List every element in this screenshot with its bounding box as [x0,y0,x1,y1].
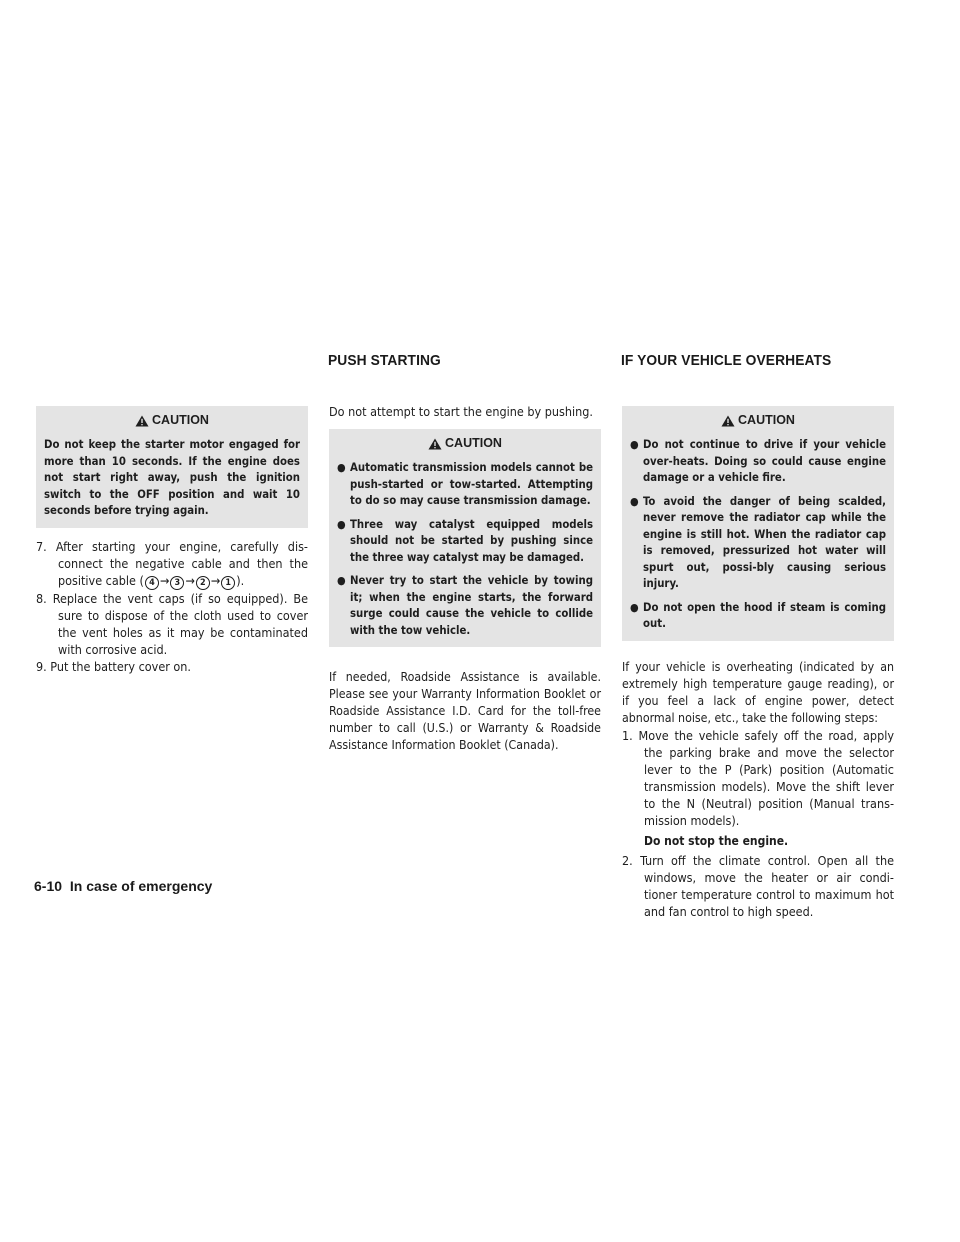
column-left [36,406,308,675]
arrow-icon: → [185,572,195,588]
circled-number-3: 3 [170,576,184,590]
column-right [622,406,894,920]
bullet-text: Never try to start the vehicle by towing it; when the engine starts, the forward surge could cause the vehicle to collide with the tow vehicle. [350,574,593,637]
bullet-icon: ● [630,494,639,508]
bullet-icon: ● [337,517,346,531]
section-title-overheats: IF YOUR VEHICLE OVERHEATS [621,352,832,369]
bullet-text: Do not open the hood if steam is coming out. [643,600,886,630]
bullet-text: Do not continue to drive if your vehicle over-heats. Doing so could cause engine damage or a vehicle fire. [643,438,886,484]
page-footer [34,878,212,894]
warning-icon [721,415,735,427]
bullet-icon: ● [630,600,639,614]
caution-heading [630,412,886,429]
bullet-text: To avoid the danger of being scalded, never remove the radiator cap while the engine is still hot. When the radiator cap is removed, pressurized hot water will spurt out, possi-bly causing serious injury. [643,494,886,590]
circled-number-2: 2 [196,576,210,590]
step-2: 2. Turn off the climate control. Open all the windows, move the heater or air condi-tioner temperature control to maximum hot and fan control to high speed. [622,852,894,919]
caution-box-push [329,429,601,647]
caution-label: CAUTION [738,413,795,427]
caution-label: CAUTION [152,413,209,427]
note-do-not-stop: Do not stop the engine. [644,833,789,848]
caution-text: Do not keep the starter motor engaged for more than 10 seconds. If the engine does not start right away, push the ignition switch to the OFF position and wait 10 seconds before trying again. [44,438,300,517]
bullet-text: Three way catalyst equipped models should not be started by pushing since the three way catalyst may be damaged. [350,517,593,564]
caution-label: CAUTION [445,436,502,450]
caution-bullet [337,460,593,510]
step-9: 9. Put the battery cover on. [36,658,192,674]
step-8: 8. Replace the vent caps (if so equipped). Be sure to dispose of the cloth used to cover the vent holes as it may be contaminated with corrosive acid. [36,590,308,657]
circled-number-4: 4 [145,576,159,590]
step-7-end: ). [236,572,245,588]
bullet-text: Automatic transmission models cannot be push-started or tow-started. Attempting to do so may cause transmission damage. [350,461,593,507]
caution-bullet [630,437,886,487]
step-1: 1. Move the vehicle safely off the road, apply the parking brake and move the selector lever to the P (Park) position (Automatic transmission models). Move the shift lever to the N (Neutral) position (Manual trans-mission models). [622,727,894,828]
circled-number-1: 1 [221,576,235,590]
column-middle [329,403,601,754]
overheat-paragraph: If your vehicle is overheating (indicated by an extremely high temperature gauge reading), or if you feel a lack of engine power, detect abnormal noise, etc., take the following steps: [622,659,894,725]
bullet-icon: ● [337,574,346,587]
warning-icon [428,438,442,450]
caution-bullet [630,600,886,633]
roadside-paragraph: If needed, Roadside Assistance is available. Please see your Warranty Information Booklet or Roadside Assistance I.D. Card for the toll-free number to call (U.S.) or Warranty & Roadside Assistance Information Booklet (Canada). [329,670,601,752]
caution-box-overheat [622,406,894,641]
caution-heading [44,412,300,429]
step-7 [36,538,308,590]
section-title-push-starting: PUSH STARTING [328,352,441,369]
caution-bullet [630,494,886,593]
caution-bullet [337,517,593,567]
caution-box-starter [36,406,308,528]
arrow-icon: → [210,572,221,588]
chapter-title: In case of emergency [69,878,213,894]
caution-heading [337,435,593,452]
arrow-icon: → [159,572,170,588]
warning-icon [135,415,149,427]
bullet-icon: ● [630,438,639,451]
caution-bullet [337,573,593,639]
bullet-icon: ● [337,461,346,474]
step-7-text: 7. After starting your engine, carefully dis-connect the negative cable and then the positive cable ( [36,538,308,588]
page-number: 6-10 [34,878,63,894]
push-intro: Do not attempt to start the engine by pushing. [329,404,593,419]
